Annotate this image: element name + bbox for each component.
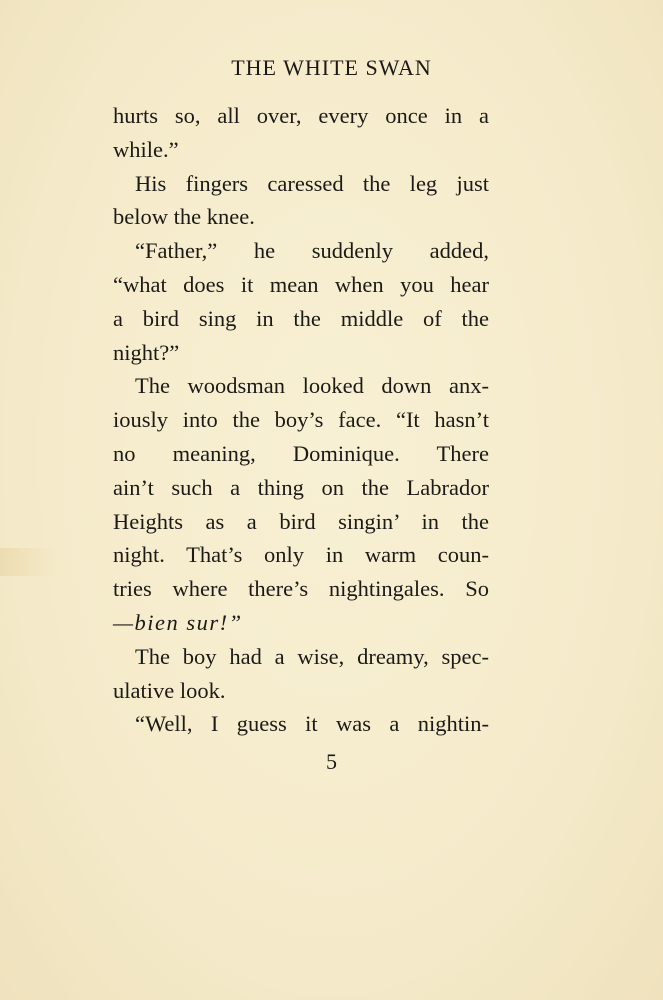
text-line: “Well, I guess it was a nightin- [135,711,489,737]
text-line: His fingers caressed the leg just [135,170,489,196]
text-line: ulative look. [113,677,226,703]
text-line: no meaning, Dominique. There [113,440,489,466]
paper-stain [0,548,60,576]
page-number: 5 [326,749,337,774]
text-line: below the knee. [113,204,255,230]
text-line: a bird sing in the middle of the [113,305,489,331]
text-line: The woodsman looked down anx- [135,373,489,399]
running-head: THE WHITE SWAN [231,55,432,80]
body-text [113,99,489,741]
text-line: The boy had a wise, dreamy, spec- [135,643,489,669]
text-line: “Father,” he suddenly added, [135,238,489,264]
text-line-italic: —bien sur!” [113,609,243,635]
text-line: night?” [113,339,180,365]
text-line: while.” [113,136,179,162]
text-line: iously into the boy’s face. “It hasn’t [113,407,489,433]
text-line: Heights as a bird singin’ in the [113,508,489,534]
text-line: night. That’s only in warm coun- [113,542,489,568]
text-line: ain’t such a thing on the Labrador [113,474,489,500]
text-line: “what does it mean when you hear [113,271,489,297]
text-line: hurts so, all over, every once in a [113,103,489,128]
text-line: tries where there’s nightingales. So [113,576,489,602]
